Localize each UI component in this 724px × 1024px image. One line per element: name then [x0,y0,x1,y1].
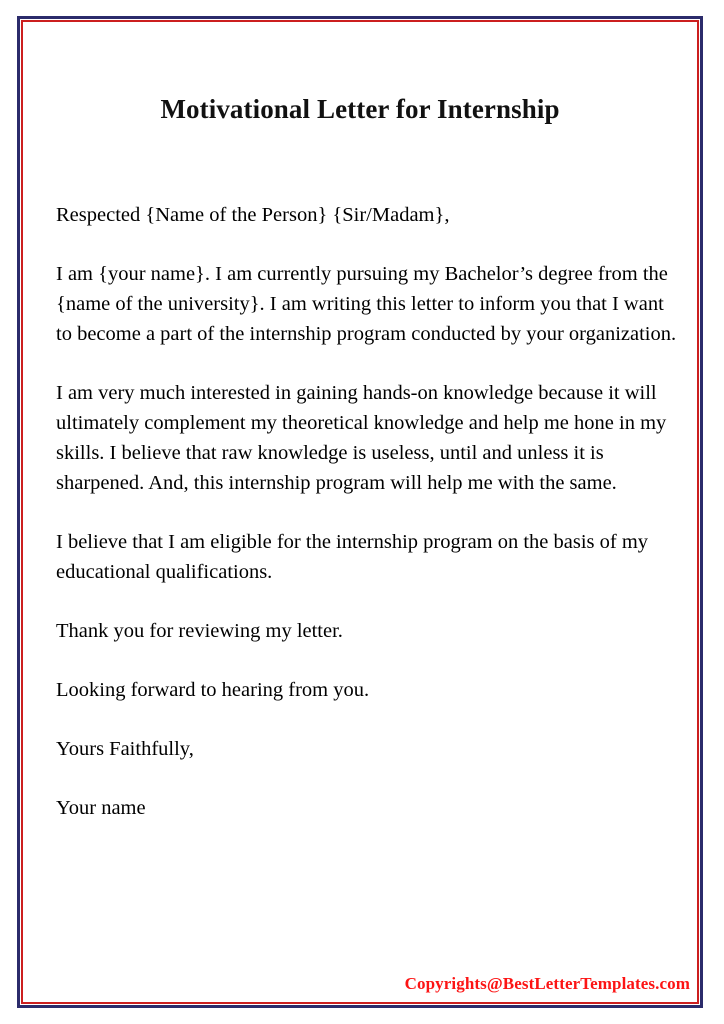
signature-name-paragraph: Your name [56,797,146,819]
salutation-paragraph: Respected {Name of the Person} {Sir/Madam}, [56,204,450,226]
closing-paragraph: Looking forward to hearing from you. [56,679,370,701]
thanks-paragraph: Thank you for reviewing my letter. [56,620,343,642]
introduction-paragraph: I am {your name}. I am currently pursuing my Bachelor’s degree from the {name of the university}. I am writing this letter to inform you that I want to become a part of the internship program conducted by your organization. [56,263,677,345]
letter-content [23,22,697,1002]
motivation-paragraph: I am very much interested in gaining hands-on knowledge because it will ultimately complement my theoretical knowledge and help me hone in my skills. I believe that raw knowledge is useless, until and unless it is sharpened. And, this internship program will help me with the same. [56,382,667,494]
page-title: Motivational Letter for Internship [160,94,560,124]
copyright-watermark: Copyrights@BestLetterTemplates.com [404,974,690,993]
signoff-paragraph: Yours Faithfully, [56,738,194,760]
eligibility-paragraph: I believe that I am eligible for the internship program on the basis of my educational qualifications. [56,531,649,583]
letter-body [56,200,678,823]
